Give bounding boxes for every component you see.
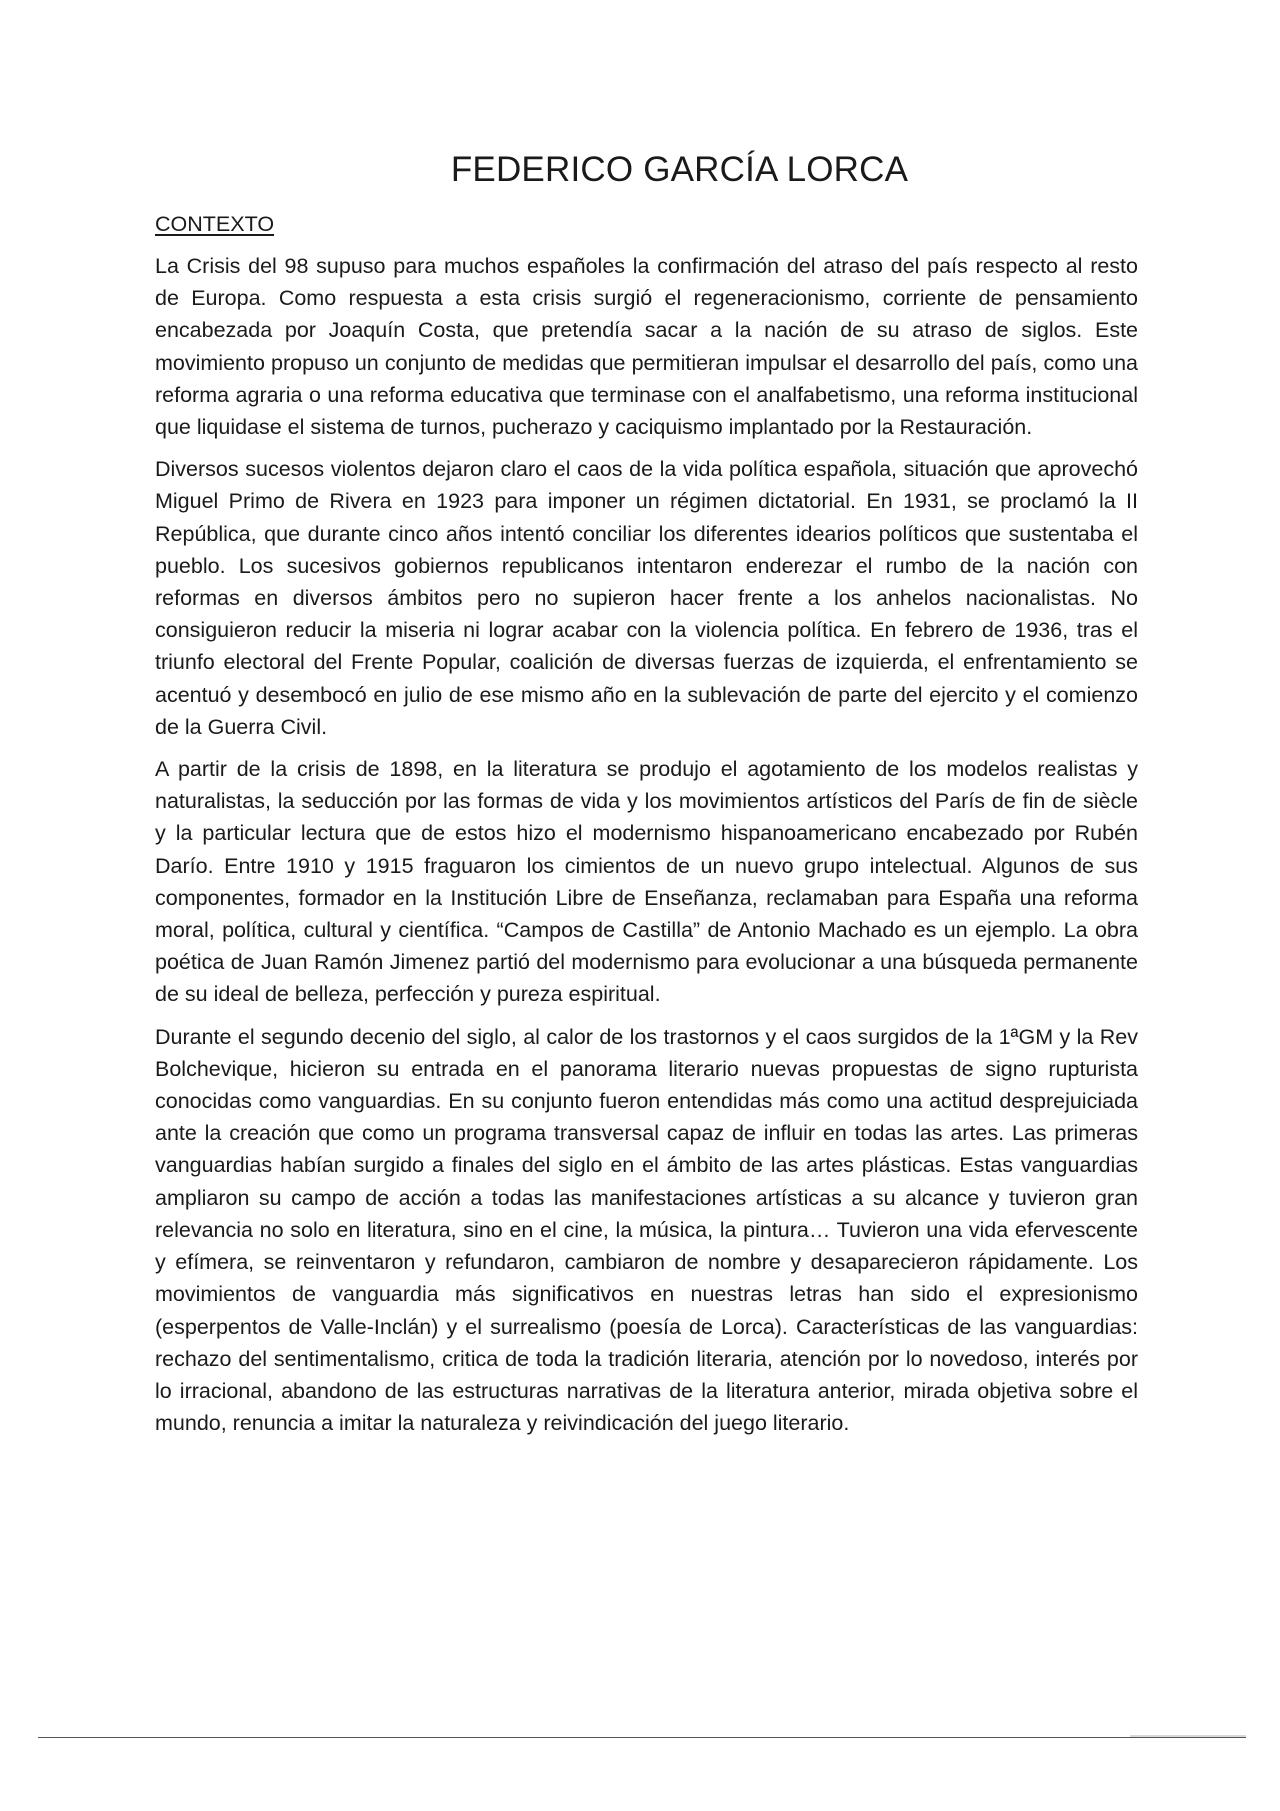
document-title: FEDERICO GARCÍA LORCA — [450, 150, 909, 189]
footer-mark — [1130, 1735, 1246, 1737]
document-page — [155, 148, 1138, 1449]
paragraph-1: La Crisis del 98 supuso para muchos españoles la confirmación del atraso del país respecto al resto de Europa. Como respuesta a esta crisis surgió el regeneracionismo, corriente de pensamiento encabezada por Joaquín Costa, que pretendía sacar a la nación de su atraso de siglos. Este movimiento propuso un conjunto de medidas que permitieran impulsar el desarrollo del país, como una reforma agraria o una reforma educativa que terminase con el analfabetismo, una reforma institucional que liquidase el sistema de turnos, pucherazo y caciquismo implantado por la Restauración. — [155, 254, 1138, 440]
paragraph-4: Durante el segundo decenio del siglo, al calor de los trastornos y el caos surgidos de la 1ªGM y la Rev Bolchevique, hicieron su entrada en el panorama literario nuevas propuestas de signo rupturista conocidas como vanguardias. En su conjunto fueron entendidas más como una actitud desprejuiciada ante la creación que como un programa transversal capaz de influir en todas las artes. Las primeras vanguardias habían surgido a finales del siglo en el ámbito de las artes plásticas. Estas vanguardias ampliaron su campo de acción a todas las manifestaciones artísticas a su alcance y tuvieron gran relevancia no solo en literatura, sino en el cine, la música, la pintura… Tuvieron una vida efervescente y efímera, se reinventaron y refundaron, cambiaron de nombre y desaparecieron rápidamente. Los movimientos de vanguardia más significativos en nuestras letras han sido el expresionismo (esperpentos de Valle-Inclán) y el surrealismo (poesía de Lorca). Características de las vanguardias: rechazo del sentimentalismo, critica de toda la tradición literaria, atención por lo novedoso, interés por lo irracional, abandono de las estructuras narrativas de la literatura anterior, mirada objetiva sobre el mundo, renuncia a imitar la naturaleza y reivindicación del juego literario. — [155, 1024, 1138, 1436]
paragraph-3: A partir de la crisis de 1898, en la literatura se produjo el agotamiento de los modelos realistas y naturalistas, la seducción por las formas de vida y los movimientos artísticos del París de fin de siècle y la particular lectura que de estos hizo el modernismo hispanoamericano encabezado por Rubén Darío. Entre 1910 y 1915 fraguaron los cimientos de un nuevo grupo intelectual. Algunos de sus componentes, formador en la Institución Libre de Enseñanza, reclamaban para España una reforma moral, política, cultural y científica. “Campos de Castilla” de Antonio Machado es un ejemplo. La obra poética de Juan Ramón Jimenez partió del modernismo para evolucionar a una búsqueda permanente de su ideal de belleza, perfección y pureza espiritual. — [155, 757, 1138, 1007]
paragraph-2: Diversos sucesos violentos dejaron claro el caos de la vida política española, situación que aprovechó Miguel Primo de Rivera en 1923 para imponer un régimen dictatorial. En 1931, se proclamó la II República, que durante cinco años intentó conciliar los diferentes idearios políticos que sustentaba el pueblo. Los sucesivos gobiernos republicanos intentaron enderezar el rumbo de la nación con reformas en diversos ámbitos pero no supieron hacer frente a los anhelos nacionalistas. No consiguieron reducir la miseria ni lograr acabar con la violencia política. En febrero de 1936, tras el triunfo electoral del Frente Popular, coalición de diversas fuerzas de izquierda, el enfrentamiento se acentuó y desembocó en julio de ese mismo año en la sublevación de parte del ejercito y el comienzo de la Guerra Civil. — [155, 457, 1138, 739]
footer-divider — [38, 1737, 1246, 1738]
section-heading-contexto: CONTEXTO — [155, 212, 275, 236]
